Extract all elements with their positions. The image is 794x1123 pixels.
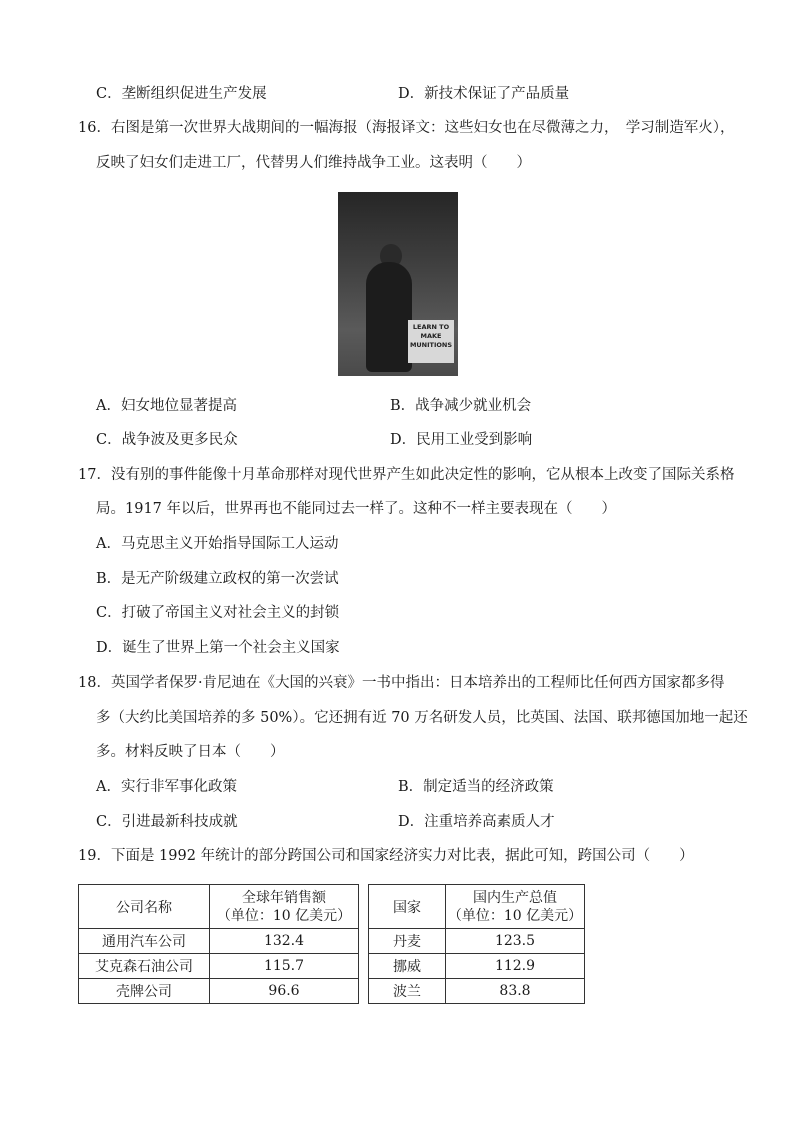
q17-stem-line1: 17．没有别的事件能像十月革命那样对现代世界产生如此决定性的影响，它从根本上改变了国际关系格 [78, 467, 735, 483]
table-row [79, 954, 359, 979]
poster-woman-figure [366, 262, 412, 372]
table-header-cell [210, 885, 359, 929]
company-sales-table [78, 884, 359, 1004]
q18-option-c: C．引进最新科技成就 [96, 814, 238, 830]
table-cell: 艾克森石油公司 [79, 954, 210, 979]
table-row [369, 979, 585, 1004]
table-header-cell: 公司名称 [79, 885, 210, 929]
q17-stem-line2: 局。1917 年以后，世界再也不能同过去一样了。这种不一样主要表现在（ ） [96, 501, 617, 517]
table-cell: 壳牌公司 [79, 979, 210, 1004]
header-text: 国内生产总值 [473, 889, 557, 906]
table-cell: 123.5 [446, 929, 585, 954]
q16-stem-line2: 反映了妇女们走进工厂，代替男人们维持战争工业。这表明（ ） [96, 155, 531, 171]
q18-option-d: D．注重培养高素质人才 [398, 814, 555, 830]
q19-stem-line1: 19．下面是 1992 年统计的部分跨国公司和国家经济实力对比表，据此可知，跨国公司（ ） [78, 848, 694, 864]
q18-option-a: A．实行非军事化政策 [96, 779, 237, 795]
q18-stem-line3: 多。材料反映了日本（ ） [96, 744, 285, 760]
table-row [369, 929, 585, 954]
q16-option-c: C．战争波及更多民众 [96, 432, 238, 448]
q16-option-b: B．战争减少就业机会 [390, 398, 532, 414]
q15-option-d: D．新技术保证了产品质量 [398, 86, 570, 102]
table-header-row [369, 885, 585, 929]
q18-stem-line2: 多（大约比美国培养的多 50%）。它还拥有近 70 万名研发人员，比英国、法国、联邦德国加地一起还 [96, 710, 748, 726]
table-cell: 丹麦 [369, 929, 446, 954]
table-cell: 83.8 [446, 979, 585, 1004]
poster-sign [408, 320, 454, 363]
poster-text-3: MUNITIONS [409, 341, 453, 349]
table-row [79, 929, 359, 954]
q16-option-a: A．妇女地位显著提高 [96, 398, 237, 414]
table-row [79, 979, 359, 1004]
q18-option-b: B．制定适当的经济政策 [398, 779, 554, 795]
header-unit: （单位：10 亿美元） [216, 907, 352, 924]
q16-stem-line1: 16．右图是第一次世界大战期间的一幅海报（海报译文：这些妇女也在尽微薄之力， 学习制造军火）， [78, 120, 735, 136]
table-cell: 波兰 [369, 979, 446, 1004]
poster-text-1: LEARN TO [412, 323, 450, 331]
q17-option-a: A．马克思主义开始指导国际工人运动 [96, 536, 339, 552]
table-header-cell: 国家 [369, 885, 446, 929]
wwi-munitions-poster [338, 192, 458, 376]
table-header-cell [446, 885, 585, 929]
table-cell: 挪威 [369, 954, 446, 979]
table-cell: 通用汽车公司 [79, 929, 210, 954]
q18-stem-line1: 18．英国学者保罗·肯尼迪在《大国的兴衰》一书中指出：日本培养出的工程师比任何西方国家都多得 [78, 675, 725, 691]
q17-option-c: C．打破了帝国主义对社会主义的封锁 [96, 605, 340, 621]
table-cell: 96.6 [210, 979, 359, 1004]
poster-text-2: MAKE [420, 332, 442, 340]
table-cell: 115.7 [210, 954, 359, 979]
header-unit: （单位：10 亿美元） [447, 907, 583, 924]
q17-option-d: D．诞生了世界上第一个社会主义国家 [96, 640, 340, 656]
table-cell: 132.4 [210, 929, 359, 954]
country-gdp-table [368, 884, 585, 1004]
header-text: 全球年销售额 [242, 889, 326, 906]
q17-option-b: B．是无产阶级建立政权的第一次尝试 [96, 571, 339, 587]
q16-option-d: D．民用工业受到影响 [390, 432, 533, 448]
table-header-row [79, 885, 359, 929]
table-row [369, 954, 585, 979]
q15-option-c: C．垄断组织促进生产发展 [96, 86, 267, 102]
table-cell: 112.9 [446, 954, 585, 979]
